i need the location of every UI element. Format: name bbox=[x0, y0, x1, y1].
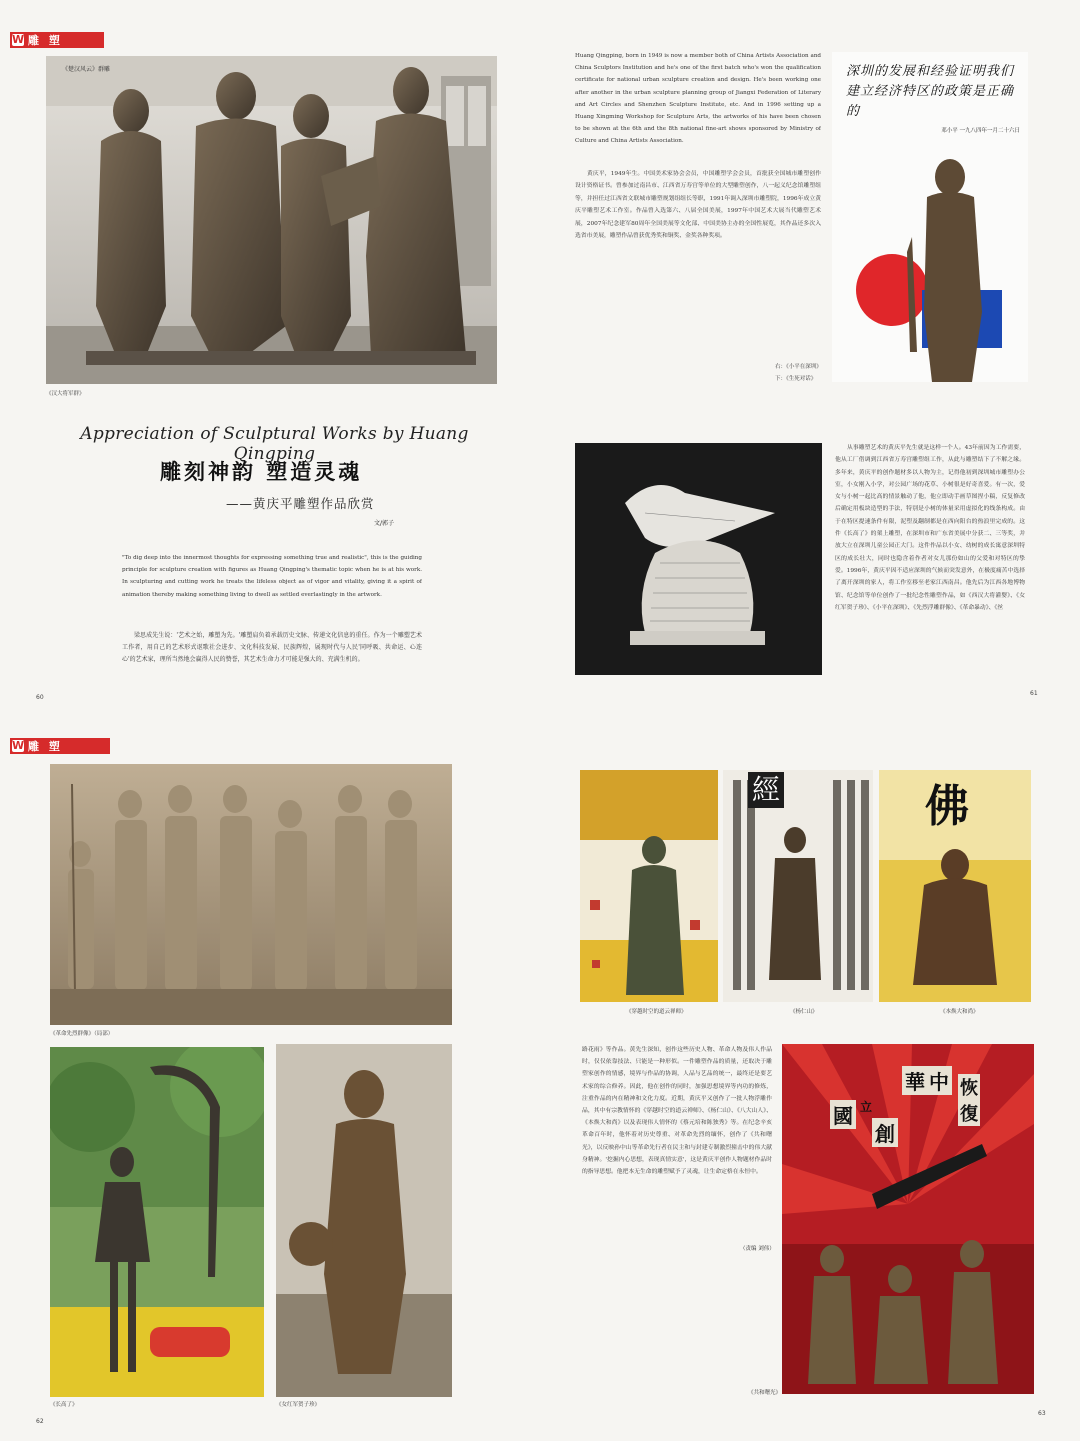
calligraphy-jing: 經 bbox=[748, 772, 784, 808]
body-chinese-63: 路花雨》等作品。黄先生深知，创作这些历史人物、革命人物及伟人作品时，仅仅依靠技法、只能是一种形似。一件雕塑作品的质量，还取决于雕塑家创作的情感，境界与作品的协调，人品与艺品的统一，最终还是要艺术家的综合修养。因此，他在创作的同时，加强思想境界等内功的修炼，注重作品的内在精神和文化力度。近期，黄庆平又创作了一批人物浮雕作品，其中有宗教情怀的《穿越时空的道云禅师》、《杨仁山》、《八大山人》、《本焕大和尚》以及表现伟人情怀的《蔡元培和陈独秀》等。在纪念辛亥革命百年时，他怀着对历史尊重、对革命先烈的缅怀，创作了《共和曙光》，以反映孙中山等革命先行者在民主和与封建专制激烈撞击中的伟大献身精神。'挖掘内心思想，表现真情实意'，这是黄庆平创作人物题材作品时的指导思想。他把本无生命的雕塑赋予了灵魂，让生命定格在永恒中。 bbox=[582, 1047, 772, 1176]
photo-overlay-label: 《楚汉风云》群雕 bbox=[62, 66, 111, 73]
title-english: Appreciation of Sculptural Works by Huang Qingping bbox=[80, 424, 469, 464]
photo-republic-dawn bbox=[782, 1044, 1034, 1394]
relief-char-fu: 復 bbox=[958, 1100, 980, 1126]
section-tag-page62: W 雕 塑 bbox=[10, 738, 110, 754]
calligraphy-signature: 邓小平 一九八四年一月二十六日 bbox=[941, 128, 1020, 134]
author: 文/郭子 bbox=[374, 520, 395, 527]
caption-right-62: 《女红军贺子珍》 bbox=[276, 1402, 321, 1408]
body-chinese-61: 从事雕塑艺术的黄庆平先生就是这样一个人。43年前因为工作需要，他从工厂借调到江西省万寿宫雕塑组工作，从此与雕塑结下了不解之缘。多年来，黄庆平的创作题材多以人物为主，记得他初到深圳城市雕塑办公室，小女刚入小学，对公园广场的花草、小树很是好奇喜爱。有一次，爱女与小树一起比高的情景触动了他，他立即动手画草图捏小稿，反复修改后确定用板块造型的手法，特别是小树的体量采用虚拟化的线条构成。由于在特区提速条件有限，泥塑及翻制都是在西向阳台的热浪里完成的。这件《长高了》的架上雕塑，在深圳市和广东省美展中分获二、三等奖，并放大立在深圳儿童公园正大门。这件作品以小女、幼树的成长寓意深圳特区的成长壮大，同时也隐含着作者对女儿那份如山的父爱和对特区的挚爱。1996年，黄庆平因不适应深圳的气候而突发意外，在极度痛苦中选择了离开深圳的家人，将工作室移至老家江西南昌。他先后为江西各地博物馆、纪念馆等单位创作了一批纪念性雕塑作品，如《西汉大将灌婴》、《女红军贺子珍》、《小平在深圳》、《先烈浮雕群像》、《革命暴动》、《丝 bbox=[835, 445, 1025, 611]
bio-english: Huang Qingping, born in 1949 is now a member both of China Artists Association and China Sculptors Institution and he's one of the first batch who's won the qualification certificate for national urban sculpture creation and design. He's been working one after another in the urban sculpture planning group of Jiangxi Federation of Literary and Art Circles and Shenzhen Sculpture Institute, etc. And in 1996 setting up a Huang Xingming Workshop for Sculpture Arts, the artworks of his have been chosen to be shown at the 6th and the 8th national fine-art shows sponsored by Ministry of Culture and China Artists Association. bbox=[575, 53, 821, 145]
page-number-62: 62 bbox=[36, 1418, 44, 1425]
relief-char-guo: 國 bbox=[830, 1100, 856, 1129]
page-number-63: 63 bbox=[1038, 1410, 1046, 1417]
relief-char-hui: 恢 bbox=[958, 1074, 980, 1100]
caption-right: 右：《小平在深圳》 bbox=[775, 364, 822, 370]
caption-below: 下：《生死对话》 bbox=[775, 376, 817, 382]
caption1: 《穿越时空的道云禅师》 bbox=[626, 1009, 687, 1015]
caption3: 《本焕大和尚》 bbox=[940, 1009, 979, 1015]
caption-left: 《长高了》 bbox=[50, 1402, 78, 1408]
photo-general-group bbox=[46, 56, 497, 384]
bio-chinese: 黄庆平，1949年生。中国美术家协会会员，中国雕塑学会会员，首批获全国城市雕塑创作设计资格证书。曾参加过南昌市、江西省万寿宫等单位的大型雕塑创作，八一起义纪念馆雕塑组等，并担任过江西省文联城市雕塑规划组组长等职，1991年调入深圳市雕塑院，1996年成立黄庆平雕塑艺术工作室。作品曾入选第六、八届全国美展，1997年中国艺术大展当代雕塑艺术展，2007年纪念建军80周年全国美展等文化部、中国美协主办的全国性展览，其作品还多次入选省市美展，雕塑作品曾获优秀奖和铜奖、金奖各种奖项。 bbox=[575, 171, 821, 240]
relief-char-zhong: 中 bbox=[926, 1066, 952, 1095]
intro-english: "To dig deep into the innermost thoughts for expressing something true and realistic", this is the guiding principle for sculpture creation with figures as Huang Qingping's thematic topic when he is at his work. In sculpturing and cutting work he treats the lifeless object as of vigor and vitality, giving it a spirit of animation thereby making something living to dwell as settled everlastingly in the artwork. bbox=[122, 555, 422, 598]
relief-char-hua: 華 bbox=[902, 1066, 928, 1095]
photo-grown-up bbox=[50, 1047, 264, 1397]
photo-dove-sculpture bbox=[575, 443, 822, 675]
caption2: 《杨仁山》 bbox=[790, 1009, 818, 1015]
relief-char-li: 立 bbox=[860, 1100, 873, 1114]
photo-red-army-woman bbox=[276, 1044, 452, 1397]
relief-caption: 《革命先烈群像》（局部） bbox=[50, 1031, 114, 1037]
section-tag-page60: W 雕 塑 bbox=[10, 32, 104, 48]
relief-char-chuang: 創 bbox=[872, 1118, 898, 1147]
title-chinese: 雕刻神韵 塑造灵魂 bbox=[160, 460, 363, 484]
relief-caption-63: 《共和曙光》 bbox=[748, 1390, 782, 1396]
page-number-61: 61 bbox=[1030, 690, 1038, 697]
calligraphy-fo: 佛 bbox=[925, 781, 969, 832]
calligraphy-inscription: 深圳的发展和经验证明我们建立经济特区的政策是正确的 bbox=[846, 64, 1015, 119]
page-number-60: 60 bbox=[36, 694, 44, 701]
subtitle-chinese: ——黄庆平雕塑作品欣赏 bbox=[226, 496, 375, 511]
photo-daoyun-master bbox=[580, 770, 718, 1002]
intro-chinese: 梁思成先生说：'艺术之始，雕塑为先。'雕塑肩负着承载历史文脉、传递文化信息的重任。作为一个雕塑艺术工作者，用自己的艺术形式讴歌社会进步、文化科技发展、民族辉煌，展现时代与人民'同呼吸、共命运、心连心'的艺术家，理所当然地会赢得人民的赞誉，其艺术生命力才可能是强大的、充满生机的。 bbox=[122, 632, 422, 664]
photo-caption: 《汉大将军群》 bbox=[46, 391, 85, 397]
photo-revolution-relief bbox=[50, 764, 452, 1025]
editor-credit: （责编 刘伟） bbox=[740, 1246, 775, 1252]
photo-yang-renshan bbox=[723, 770, 873, 1002]
